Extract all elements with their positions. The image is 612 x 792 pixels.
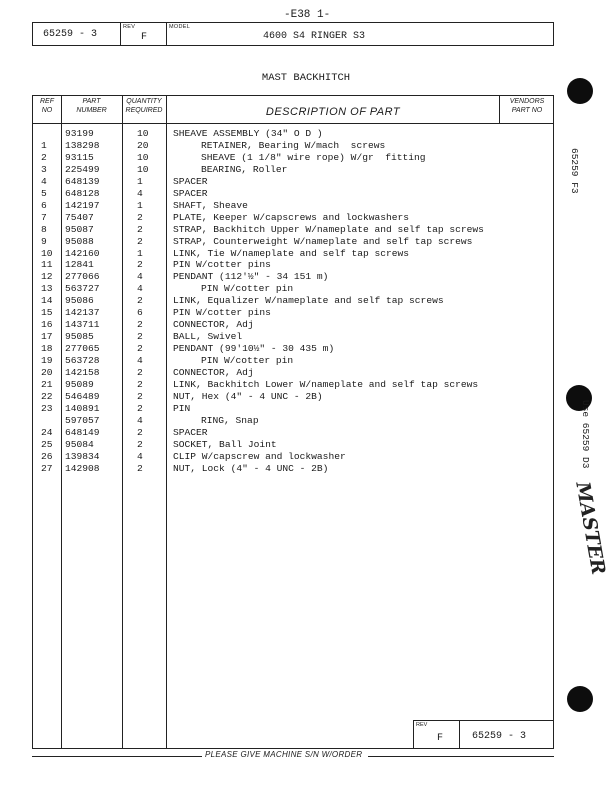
col-ref-header: REF NO: [40, 98, 54, 114]
quantity-cell: 2: [137, 319, 143, 331]
ref-cell: 22: [41, 390, 53, 402]
ref-cell: 18: [41, 343, 53, 355]
footer-doc-number: 65259 - 3: [472, 731, 527, 742]
ref-cell: 27: [41, 462, 53, 474]
description-cell: SPACER: [173, 175, 208, 187]
quantity-cell: 4: [137, 271, 143, 283]
quantity-cell: 1: [137, 199, 143, 211]
description-cell: PIN W/cotter pins: [173, 259, 271, 271]
ref-cell: 12: [41, 271, 53, 283]
col-qty-header: QUANTITY REQUIRED: [125, 98, 163, 114]
handwritten-master-note: MASTER: [571, 480, 610, 577]
quantity-cell: 2: [137, 259, 143, 271]
quantity-cell: 2: [137, 390, 143, 402]
quantity-cell: 10: [137, 128, 149, 139]
parts-table: [32, 95, 554, 749]
part-number-cell: 93115: [65, 151, 94, 163]
quantity-cell: 2: [137, 438, 143, 450]
quantity-cell: 4: [137, 283, 143, 295]
quantity-cell: 4: [137, 355, 143, 367]
ref-cell: 4: [41, 175, 47, 187]
description-cell: RETAINER, Bearing W/mach screws: [201, 139, 386, 151]
col-description-header: DESCRIPTION OF PART: [265, 106, 401, 118]
description-cell: LINK, Tie W/nameplate and self tap screws: [173, 247, 410, 259]
part-number-cell: 95087: [65, 223, 94, 235]
quantity-cell: 2: [137, 331, 143, 343]
part-number-cell: 142137: [65, 307, 100, 319]
description-cell: PENDANT (99'10½" - 30 435 m): [173, 343, 335, 355]
ref-cell: 10: [41, 247, 53, 259]
description-cell: BALL, Swivel: [173, 331, 243, 343]
description-cell: STRAP, Backhitch Upper W/nameplate and self tap screws: [173, 223, 484, 235]
description-cell: NUT, Lock (4" - 4 UNC - 2B): [173, 462, 329, 474]
model-caption: MODEL: [169, 24, 191, 30]
quantity-cell: 1: [137, 247, 143, 259]
doc-number: 65259 - 3: [43, 29, 98, 40]
part-number-cell: 95089: [65, 378, 94, 390]
ref-cell: 24: [41, 426, 53, 438]
ref-cell: 13: [41, 283, 53, 295]
margin-note-use: Use 65259 D3: [580, 400, 591, 469]
quantity-cell: 2: [137, 378, 143, 390]
part-number-cell: 648149: [65, 426, 100, 438]
ref-cell: 7: [41, 211, 47, 223]
part-number-cell: 93199: [65, 128, 94, 139]
ref-cell: 2: [41, 151, 47, 163]
ref-cell: 3: [41, 163, 47, 175]
model-value: 4600 S4 RINGER S3: [263, 31, 366, 42]
description-cell: BEARING, Roller: [201, 163, 288, 175]
footer-rev-box: [413, 720, 554, 749]
part-number-cell: 648139: [65, 175, 100, 187]
quantity-cell: 2: [137, 295, 143, 307]
part-number-cell: 75407: [65, 211, 94, 223]
ref-cell: 20: [41, 367, 53, 378]
description-cell: SHAFT, Sheave: [173, 199, 248, 211]
part-number-cell: 12841: [65, 259, 94, 271]
col-part-header: PART NUMBER: [76, 98, 107, 114]
description-cell: SHEAVE (1 1/8" wire rope) W/gr fitting: [201, 151, 426, 163]
description-cell: CONNECTOR, Adj: [173, 319, 254, 331]
description-cell: PIN W/cotter pins: [173, 307, 271, 319]
footer-rev: F: [437, 733, 444, 744]
quantity-cell: 2: [137, 223, 143, 235]
ref-cell: 5: [41, 187, 47, 199]
rev-value: F: [141, 32, 148, 43]
page-code: -E38 1-: [284, 9, 331, 21]
description-cell: SPACER: [173, 426, 208, 438]
punch-hole-bottom: [567, 686, 593, 712]
part-number-cell: 140891: [65, 402, 100, 414]
quantity-cell: 6: [137, 307, 143, 319]
ref-cell: 26: [41, 450, 53, 462]
part-number-cell: 142908: [65, 462, 100, 474]
part-number-cell: 138298: [65, 139, 100, 151]
part-number-cell: 142197: [65, 199, 100, 211]
ref-cell: 8: [41, 223, 47, 235]
punch-hole-top: [567, 78, 593, 104]
description-cell: PLATE, Keeper W/capscrews and lockwashers: [173, 211, 410, 223]
margin-note-revision: 65259 F3: [569, 148, 580, 194]
quantity-cell: 20: [137, 139, 149, 151]
description-cell: CLIP W/capscrew and lockwasher: [173, 450, 346, 462]
quantity-cell: 2: [137, 211, 143, 223]
part-number-cell: 95086: [65, 295, 94, 307]
footer-note: PLEASE GIVE MACHINE S/N W/ORDER: [205, 750, 363, 759]
rev-caption: REV: [123, 24, 136, 30]
quantity-cell: 2: [137, 402, 143, 414]
footer-rule-right: [368, 756, 554, 757]
quantity-cell: 1: [137, 175, 143, 187]
quantity-cell: 2: [137, 235, 143, 247]
description-cell: RING, Snap: [201, 414, 259, 426]
description-cell: SOCKET, Ball Joint: [173, 438, 277, 450]
footer-rev-caption: REV: [416, 722, 428, 728]
ref-cell: 19: [41, 355, 53, 367]
description-cell: STRAP, Counterweight W/nameplate and self tap screws: [173, 235, 473, 247]
ref-cell: 16: [41, 319, 53, 331]
quantity-cell: 4: [137, 187, 143, 199]
part-number-cell: 142158: [65, 367, 100, 378]
col-vendor-header: VENDORS PART NO: [509, 98, 545, 114]
quantity-cell: 10: [137, 151, 149, 163]
description-cell: PENDANT (112'½" - 34 151 m): [173, 271, 329, 283]
part-number-cell: 139834: [65, 450, 100, 462]
ref-cell: 11: [41, 259, 53, 271]
quantity-cell: 4: [137, 414, 143, 426]
ref-cell: 1: [41, 139, 47, 151]
part-number-cell: 95085: [65, 331, 94, 343]
ref-cell: 14: [41, 295, 53, 307]
ref-cell: 21: [41, 378, 53, 390]
quantity-cell: 2: [137, 343, 143, 355]
description-cell: LINK, Backhitch Lower W/nameplate and self tap screws: [173, 378, 479, 390]
quantity-cell: 2: [137, 367, 143, 378]
part-number-cell: 95088: [65, 235, 94, 247]
quantity-cell: 2: [137, 462, 143, 474]
ref-cell: 9: [41, 235, 47, 247]
footer-rule-left: [32, 756, 202, 757]
description-cell: PIN W/cotter pin: [201, 283, 294, 295]
description-cell: PIN W/cotter pin: [201, 355, 294, 367]
ref-cell: 17: [41, 331, 53, 343]
ref-cell: 23: [41, 402, 53, 414]
ref-cell: 15: [41, 307, 53, 319]
quantity-cell: 2: [137, 426, 143, 438]
part-number-cell: 143711: [65, 319, 100, 331]
quantity-cell: 10: [137, 163, 149, 175]
part-number-cell: 648128: [65, 187, 100, 199]
description-cell: SPACER: [173, 187, 208, 199]
part-number-cell: 277066: [65, 271, 100, 283]
part-number-cell: 225499: [65, 163, 100, 175]
section-title: MAST BACKHITCH: [261, 72, 351, 84]
description-cell: SHEAVE ASSEMBLY (34" O D ): [173, 128, 323, 139]
part-number-cell: 597057: [65, 414, 100, 426]
quantity-cell: 4: [137, 450, 143, 462]
part-number-cell: 95084: [65, 438, 94, 450]
part-number-cell: 563728: [65, 355, 100, 367]
ref-cell: 6: [41, 199, 47, 211]
description-cell: NUT, Hex (4" - 4 UNC - 2B): [173, 390, 323, 402]
part-number-cell: 142160: [65, 247, 100, 259]
description-cell: PIN: [173, 402, 191, 414]
part-number-cell: 546489: [65, 390, 100, 402]
part-number-cell: 563727: [65, 283, 100, 295]
part-number-cell: 277065: [65, 343, 100, 355]
description-cell: LINK, Equalizer W/nameplate and self tap screws: [173, 295, 444, 307]
header-box: [32, 22, 554, 46]
ref-cell: 25: [41, 438, 53, 450]
description-cell: CONNECTOR, Adj: [173, 367, 254, 378]
